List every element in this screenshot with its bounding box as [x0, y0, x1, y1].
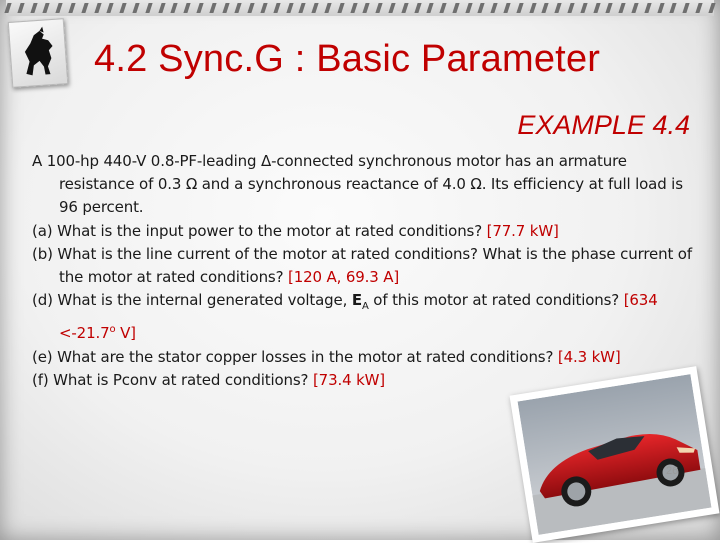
problem-text	[32, 150, 692, 392]
problem-intro	[32, 150, 692, 220]
voltage-symbol: E	[351, 291, 362, 310]
answer-f: [73.4 kW]	[312, 370, 386, 389]
answer-a: [77.7 kW]	[486, 221, 559, 240]
question-f-text: (f) What is Pconv at rated conditions?	[32, 370, 309, 389]
question-e	[32, 346, 692, 369]
question-a	[32, 220, 692, 243]
red-sports-car-photo-icon	[510, 366, 720, 543]
answer-b: [120 A, 69.3 A]	[288, 268, 400, 287]
question-b	[32, 243, 692, 289]
example-heading: EXAMPLE 4.4	[517, 110, 690, 140]
question-d	[32, 289, 692, 345]
answer-d-unit: V]	[115, 324, 136, 343]
question-b-text: (b) What is the line current of the motor at rated conditions? What is the phase current of the motor at rated conditions?	[32, 244, 692, 287]
degree-mark: o	[109, 324, 116, 336]
voltage-subscript: A	[361, 301, 369, 313]
question-a-text: (a) What is the input power to the motor at rated conditions?	[32, 221, 483, 240]
question-d-text-pre: (d) What is the internal generated voltage,	[32, 291, 352, 310]
answer-e: [4.3 kW]	[557, 347, 621, 366]
answer-d-value: [634 <-21.7	[59, 291, 658, 343]
problem-intro-text: A 100-hp 440-V 0.8-PF-leading Δ-connected synchronous motor has an armature resistance of 0.3 Ω and a synchronous reactance of 4.0 Ω. Its efficiency at full load is 96 percent.	[32, 152, 683, 217]
decorative-tick-border	[6, 0, 714, 16]
slide-number: 26	[666, 465, 679, 477]
prancing-horse-logo-icon	[8, 18, 68, 88]
question-d-text-post: of this motor at rated conditions?	[368, 291, 620, 310]
question-e-text: (e) What are the stator copper losses in the motor at rated conditions?	[32, 347, 554, 366]
page-title: 4.2 Sync.G : Basic Parameter	[94, 38, 601, 80]
